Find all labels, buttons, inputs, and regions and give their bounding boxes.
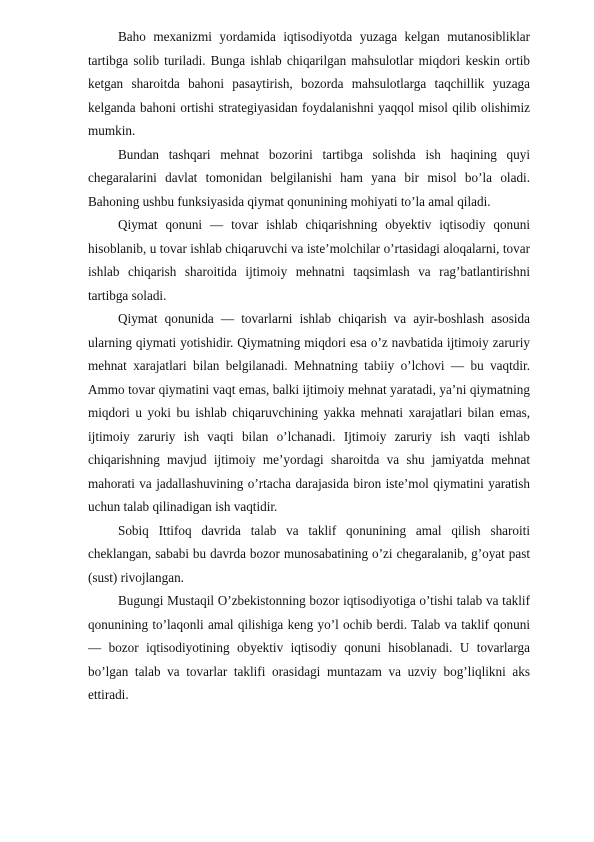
paragraph-supply-demand: Bugungi Mustaqil O’zbekistonning bozor iqtisodiyotiga o’tishi talab va taklif qonunining to’laqonli amal qilishiga keng yo’l ochib berdi. Talab va taklif qonuni — bozor iqtisodiyotining obyektiv iqtisodiy qonuni hisoblanadi. U tovarlarga bo’lgan talab va tovarlar taklifi orasidagi muntazam va uzviy bog’liqlikni aks ettiradi. xyxy=(88,593,530,702)
paragraph-former-union: Sobiq Ittifoq davrida talab va taklif qonunining amal qilish sharoiti cheklangan, sababi bu davrda bozor munosabatining o’zi chegaralanib, g’oyat past (sust) rivojlangan. xyxy=(88,522,530,585)
paragraph-law-of-value-essence: Qiymat qonunida — tovarlarni ishlab chiqarish va ayir-boshlash asosida ularning qiymati yotishidir. Qiymatning miqdori esa o’z navbatida ijtimoiy zaruriy mehnat xarajatlari bilan belgilanadi. Mehnatning tabiiy o’lchovi — bu vaqtdir. Ammo tovar qiymatini vaqt emas, balki ijtimoiy mehnat yaratadi, ya’ni qiymatning miqdori u yoki bu ishlab chiqaruvchining yakka mehnati xarajatlari bilan emas, ijtimoiy zaruriy ish vaqti bilan o’lchanadi. Ijtimoiy zaruriy ish vaqti ishlab chiqarishning mavjud ijtimoiy me’yordagi sharoitda va shu jamiyatda mehnat mahorati va jadallashuvining o’rtacha darajasida biron iste’mol qiymatini yaratish uchun talab qilinadigan ish vaqtidir. xyxy=(88,311,530,514)
paragraph-law-of-value-definition: Qiymat qonuni — tovar ishlab chiqarishning obyektiv iqtisodiy qonuni hisoblanib, u tovar ishlab chiqaruvchi va iste’molchilar o’rtasidagi aloqalarni, tovar ishlab chiqarish sharoitida ijtimoiy mehnatni taqsimlash va rag’batlantirishni tartibga soladi. xyxy=(88,217,530,303)
document-page xyxy=(88,25,530,707)
paragraph-price-mechanism: Baho mexanizmi yordamida iqtisodiyotda yuzaga kelgan mutanosibliklar tartibga solib turiladi. Bunga ishlab chiqarilgan mahsulotlar miqdori keskin ortib ketgan sharoitda bahoni pasaytirish, bozorda mahsulotlarga taqchillik yuzaga kelganda bahoni ortishi strategiyasidan foydalanishni yaqqol misol qilib olishimiz mumkin. xyxy=(88,29,530,138)
paragraph-labor-market: Bundan tashqari mehnat bozorini tartibga solishda ish haqining quyi chegaralarini davlat tomonidan belgilanishi ham yana bir misol bo’la oladi. Bahoning ushbu funksiyasida qiymat qonunining mohiyati to’la amal qiladi. xyxy=(88,146,530,209)
